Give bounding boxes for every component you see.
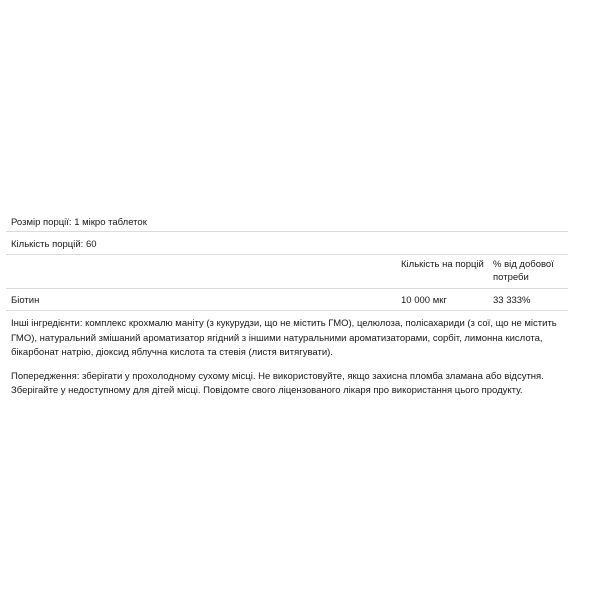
serving-size-text: Розмір порції: 1 мікро таблеток [11,217,147,228]
supplement-facts-panel [6,210,568,399]
nutrient-daily-value: 33 333% [493,295,531,306]
servings-per-container-text: Кількість порцій: 60 [11,239,97,250]
serving-size-row [6,210,568,232]
nutrient-name: Біотин [11,295,40,306]
nutrient-amount: 10 000 мкг [401,295,447,306]
amount-per-serving-header: Кількість на порцій [401,259,484,270]
table-row [6,289,568,311]
warning-text: Попередження: зберігати у прохолодному сухому місці. Не використовуйте, якщо захисна пломба зламана або відсутня. Зберігайте у недоступному для дітей місці. Повідомте свого ліцензованого лікаря про використання цього продукту. [11,370,544,396]
other-ingredients-text: Інші інгредієнти: комплекс крохмалю маніту (з кукурудзи, що не містить ГМО), целюлоза, полісахариди (з сої, що не містить ГМО), натуральний змішаний ароматизатор ягідний з іншими натуральними ароматизаторами, сорбіт, лимонна кислота, бікарбонат натрію, діоксид яблучна кислота та стевія (листя витягувати). [11,318,557,358]
facts-table-header [6,255,568,289]
daily-value-header: % від добової потреби [493,259,554,283]
servings-per-container-row [6,232,568,255]
